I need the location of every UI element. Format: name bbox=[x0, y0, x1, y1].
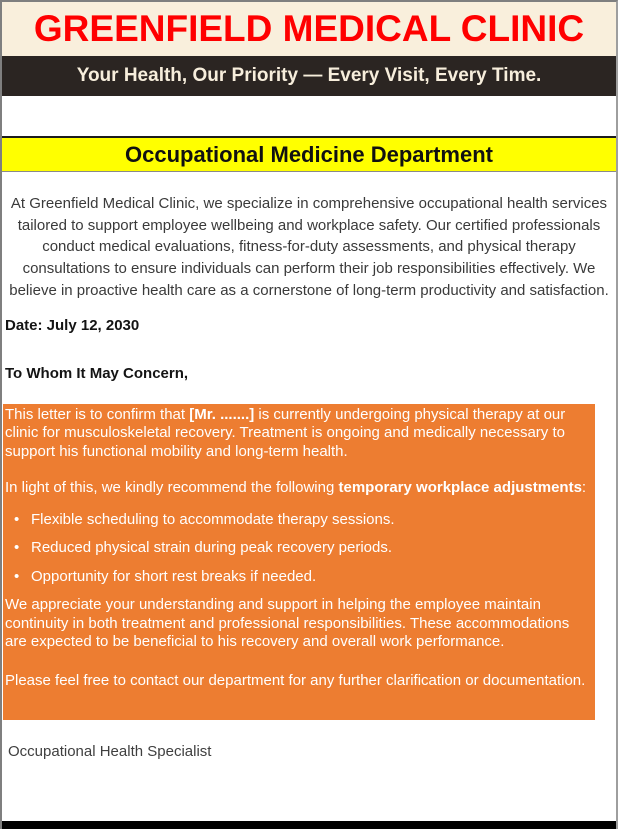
date-line: Date: July 12, 2030 bbox=[5, 316, 140, 334]
department-banner bbox=[2, 136, 616, 172]
adjustments-list bbox=[5, 511, 593, 587]
letter-paragraph-recommendation bbox=[5, 479, 593, 498]
p2-text-after: : bbox=[581, 479, 587, 497]
signature-title: Occupational Health Specialist bbox=[8, 743, 212, 761]
p2-text-before: In light of this, we kindly recommend the following bbox=[5, 479, 339, 497]
highlighted-letter-body bbox=[3, 404, 595, 721]
p1-text-after: is currently undergoing physical therapy at our clinic for musculoskeletal recovery. Treatment is ongoing and medically necessary to support his functional mobility and long-term health. bbox=[5, 405, 566, 460]
p1-text-before: This letter is to confirm that bbox=[5, 405, 190, 423]
clinic-header bbox=[2, 2, 616, 56]
list-item-rest-breaks: • Opportunity for short rest breaks if needed. bbox=[5, 568, 593, 587]
bottom-bar bbox=[0, 821, 618, 829]
salutation: To Whom It May Concern, bbox=[5, 364, 189, 382]
p2-bold-phrase: temporary workplace adjustments bbox=[338, 479, 582, 497]
letter-paragraph-contact: Please feel free to contact our department for any further clarification or documentation. bbox=[5, 671, 586, 689]
recipient-name-placeholder: [Mr. .......] bbox=[189, 405, 255, 423]
list-item-reduced-strain: • Reduced physical strain during peak recovery periods. bbox=[5, 539, 593, 558]
department-intro: At Greenfield Medical Clinic, we specialize in comprehensive occupational health services tailored to support employee wellbeing and workplace safety. Our certified professionals conduct medical evaluations, fitness-for-duty assessments, and physical therapy consultations to ensure individuals can perform their job responsibilities effectively. We believe in proactive health care as a cornerstone of long-term productivity and satisfaction. bbox=[9, 195, 609, 299]
clinic-tagline: Your Health, Our Priority — Every Visit, Every Time. bbox=[76, 65, 542, 86]
letter-paragraph-appreciation: We appreciate your understanding and support in helping the employee maintain continuity in both treatment and professional responsibilities. These accommodations are expected to be beneficial to his recovery and overall work performance. bbox=[5, 596, 570, 651]
letter-paragraph-confirmation bbox=[5, 406, 593, 462]
clinic-name: GREENFIELD MEDICAL CLINIC bbox=[33, 8, 585, 49]
department-title: Occupational Medicine Department bbox=[125, 141, 493, 167]
tagline-bar bbox=[2, 56, 616, 96]
list-item-flexible-scheduling: • Flexible scheduling to accommodate therapy sessions. bbox=[5, 511, 593, 530]
